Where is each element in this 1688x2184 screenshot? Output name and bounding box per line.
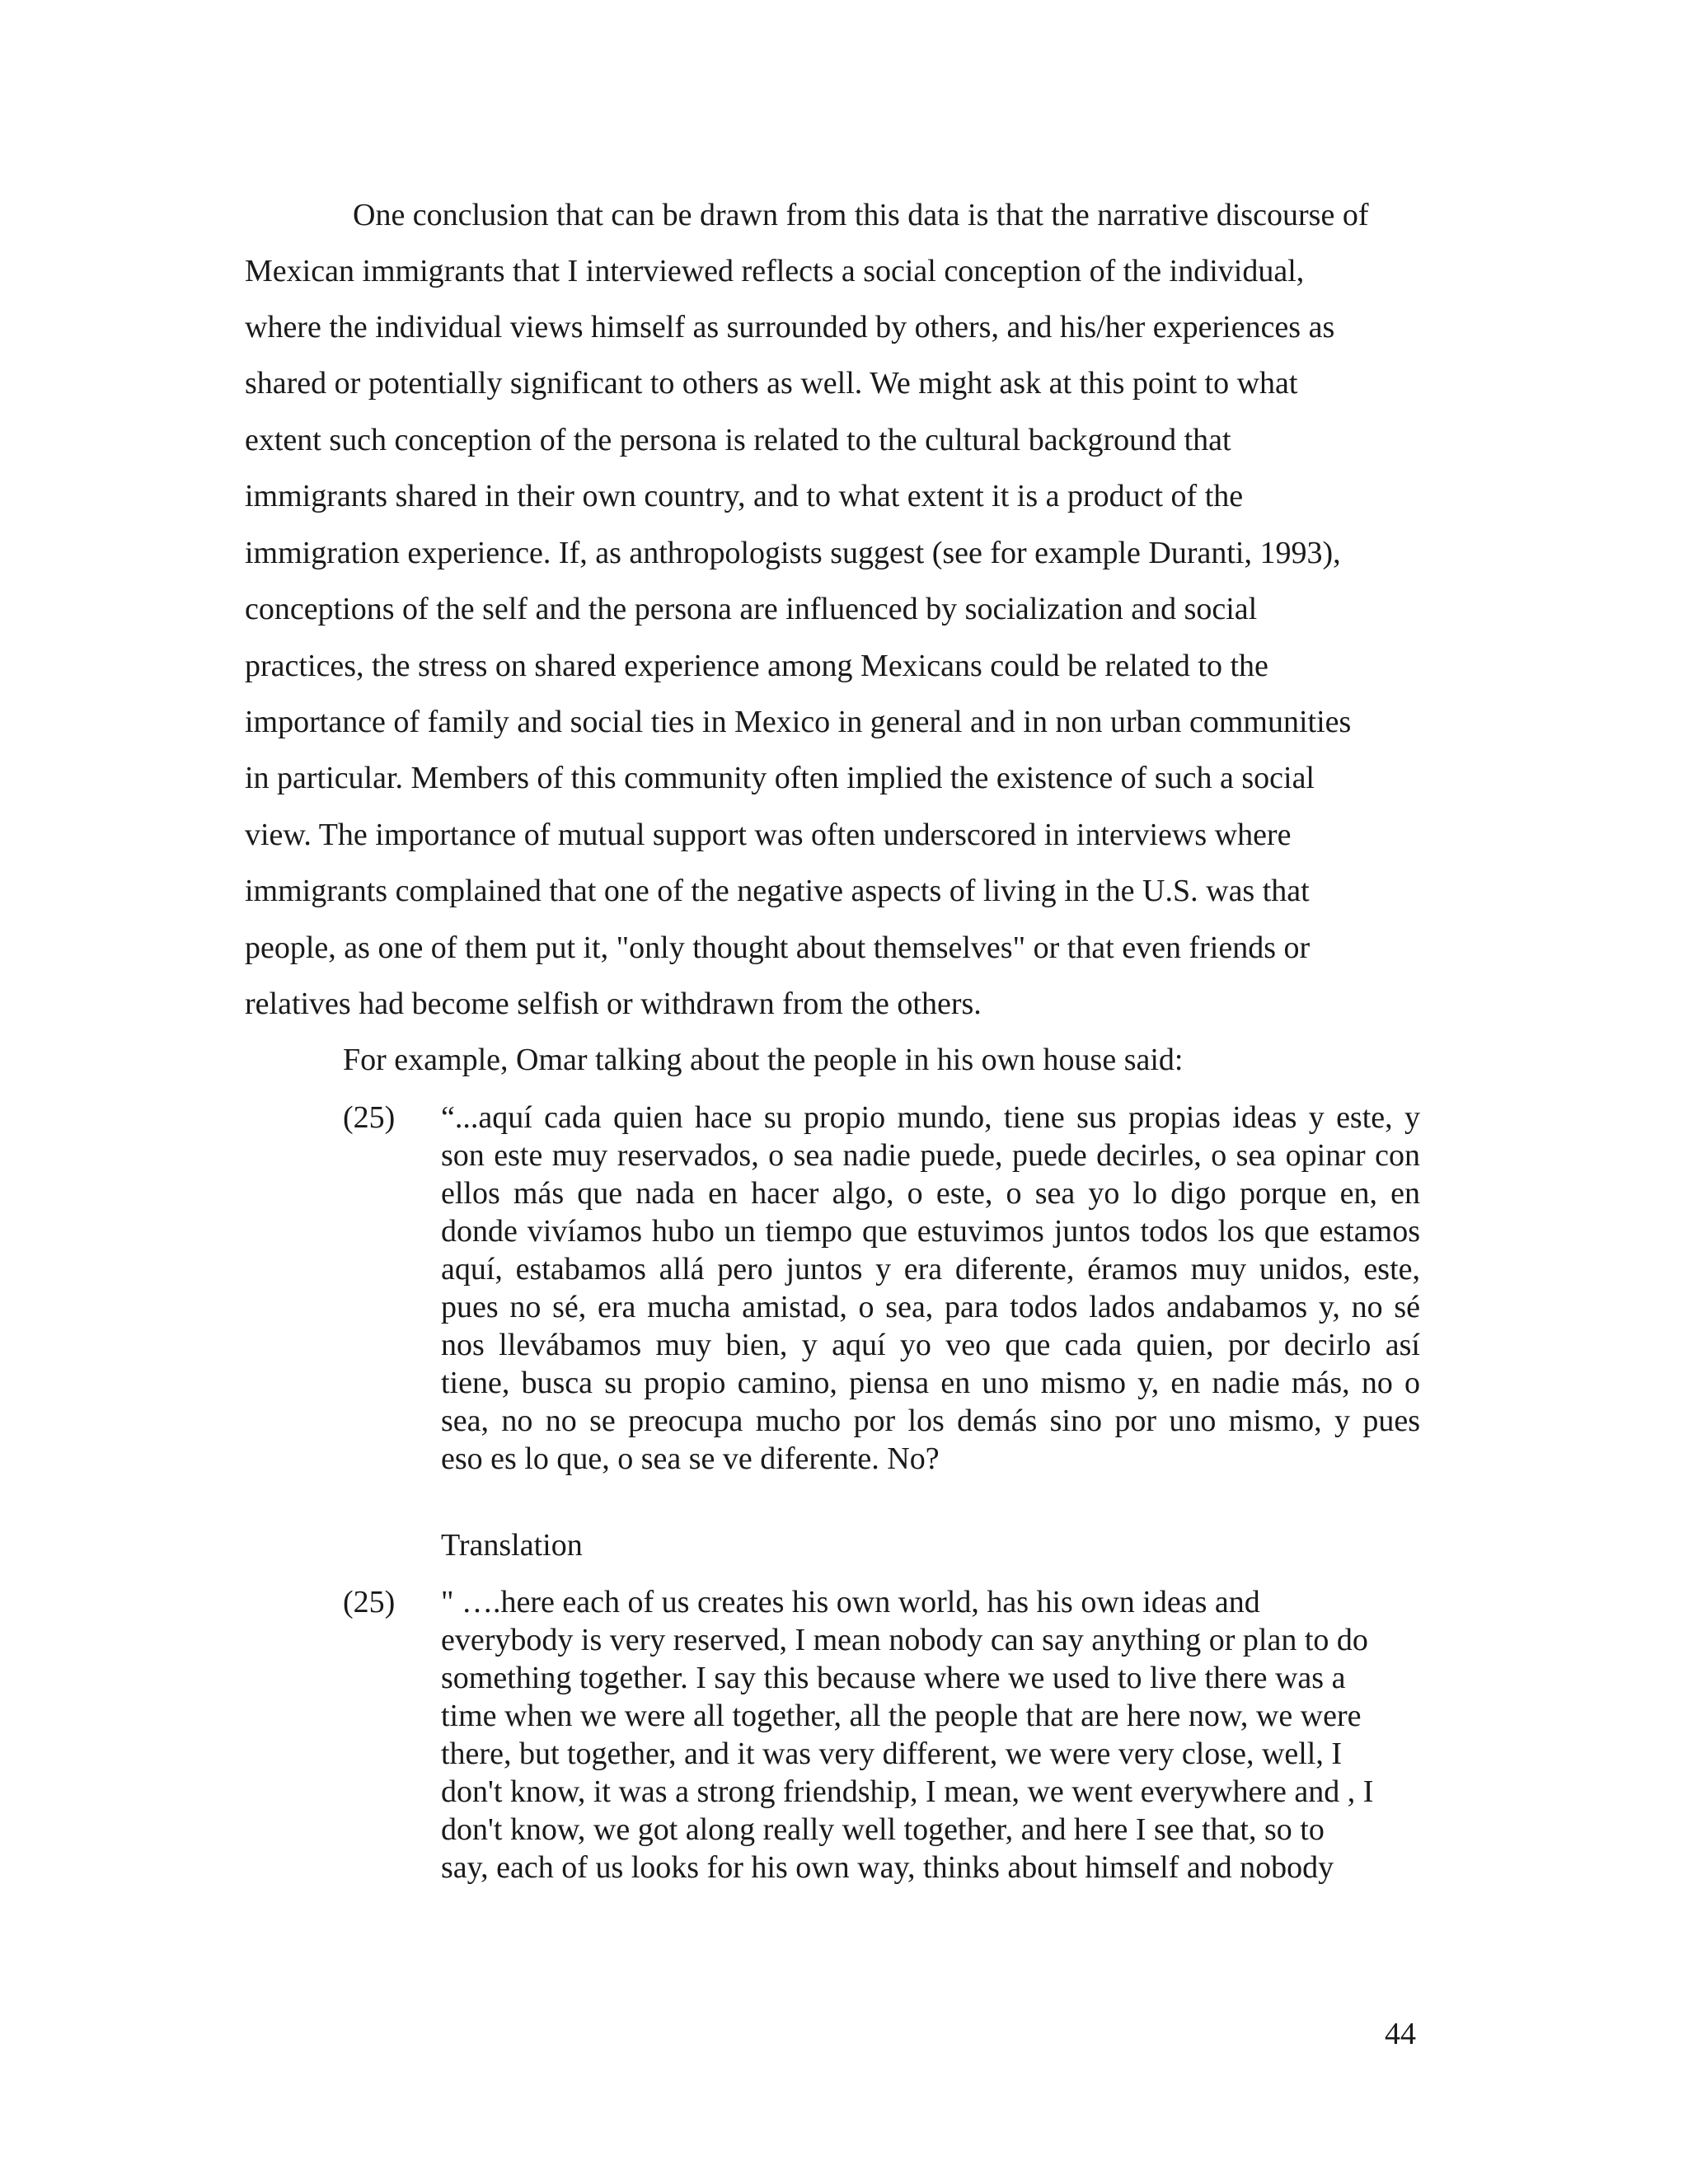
example-number-spanish: (25): [343, 1100, 396, 1135]
quote-line: everybody is very reserved, I mean nobody can say anything or plan to do: [441, 1623, 1368, 1657]
paragraph-line: view. The importance of mutual support was often underscored in interviews where: [245, 818, 1292, 852]
quote-line: pues no sé, era mucha amistad, o sea, para todos lados andabamos y, no sé: [441, 1290, 1420, 1324]
quote-line: nos llevábamos muy bien, y aquí yo veo que cada quien, por decirlo así: [441, 1328, 1420, 1362]
quote-line: tiene, busca su propio camino, piensa en uno mismo y, en nadie más, no o: [441, 1366, 1420, 1400]
paragraph-line: practices, the stress on shared experience among Mexicans could be related to the: [245, 649, 1268, 683]
quote-line: donde vivíamos hubo un tiempo que estuvimos juntos todos los que estamos: [441, 1214, 1420, 1249]
paragraph-line: where the individual views himself as surrounded by others, and his/her experiences as: [245, 310, 1335, 344]
example-quote-spanish: [441, 1099, 1420, 1478]
paragraph-line: Mexican immigrants that I interviewed reflects a social conception of the individual,: [245, 254, 1305, 288]
paragraph-line: immigrants complained that one of the negative aspects of living in the U.S. was that: [245, 874, 1310, 908]
paragraph-line: One conclusion that can be drawn from this data is that the narrative discourse of: [353, 198, 1369, 232]
paragraph-line: immigrants shared in their own country, and to what extent it is a product of the: [245, 479, 1244, 513]
paragraph-line: immigration experience. If, as anthropologists suggest (see for example Duranti, 1993),: [245, 536, 1341, 570]
quote-line: eso es lo que, o sea se ve diferente. No?: [441, 1441, 940, 1476]
quote-line: don't know, we got along really well together, and here I see that, so to: [441, 1812, 1325, 1847]
paragraph-line: relatives had become selfish or withdrawn from the others.: [245, 987, 982, 1021]
quote-line: don't know, it was a strong friendship, I mean, we went everywhere and , I: [441, 1774, 1374, 1809]
page-number: 44: [1385, 2017, 1416, 2051]
quote-line: son este muy reservados, o sea nadie puede, puede decirles, o sea opinar con: [441, 1138, 1420, 1173]
translation-label: Translation: [441, 1528, 583, 1563]
paragraph-line: in particular. Members of this community often implied the existence of such a social: [245, 761, 1315, 795]
quote-line: sea, no no se preocupa mucho por los demás sino por uno mismo, y pues: [441, 1404, 1420, 1438]
paragraph-line: conceptions of the self and the persona are influenced by socialization and social: [245, 592, 1258, 626]
paragraph-line: shared or potentially significant to others as well. We might ask at this point to what: [245, 366, 1298, 401]
example-number-english: (25): [343, 1585, 396, 1619]
quote-line: time when we were all together, all the people that are here now, we were: [441, 1699, 1362, 1733]
quote-line: say, each of us looks for his own way, thinks about himself and nobody: [441, 1850, 1334, 1885]
paragraph-line: importance of family and social ties in Mexico in general and in non urban communities: [245, 705, 1352, 739]
quote-line: something together. I say this because where we used to live there was a: [441, 1661, 1346, 1695]
quote-line: ellos más que nada en hacer algo, o este, o sea yo lo digo porque en, en: [441, 1176, 1420, 1211]
example-intro: For example, Omar talking about the people in his own house said:: [343, 1043, 1184, 1077]
quote-line: “...aquí cada quien hace su propio mundo, tiene sus propias ideas y este, y: [441, 1100, 1420, 1135]
example-quote-english: [441, 1583, 1420, 1886]
paragraph-line: people, as one of them put it, "only thought about themselves" or that even friends or: [245, 930, 1311, 965]
quote-line: " ….here each of us creates his own world, has his own ideas and: [441, 1585, 1260, 1619]
paragraph-line: extent such conception of the persona is related to the cultural background that: [245, 423, 1231, 457]
quote-line: aquí, estabamos allá pero juntos y era diferente, éramos muy unidos, este,: [441, 1252, 1420, 1286]
quote-line: there, but together, and it was very different, we were very close, well, I: [441, 1736, 1343, 1771]
